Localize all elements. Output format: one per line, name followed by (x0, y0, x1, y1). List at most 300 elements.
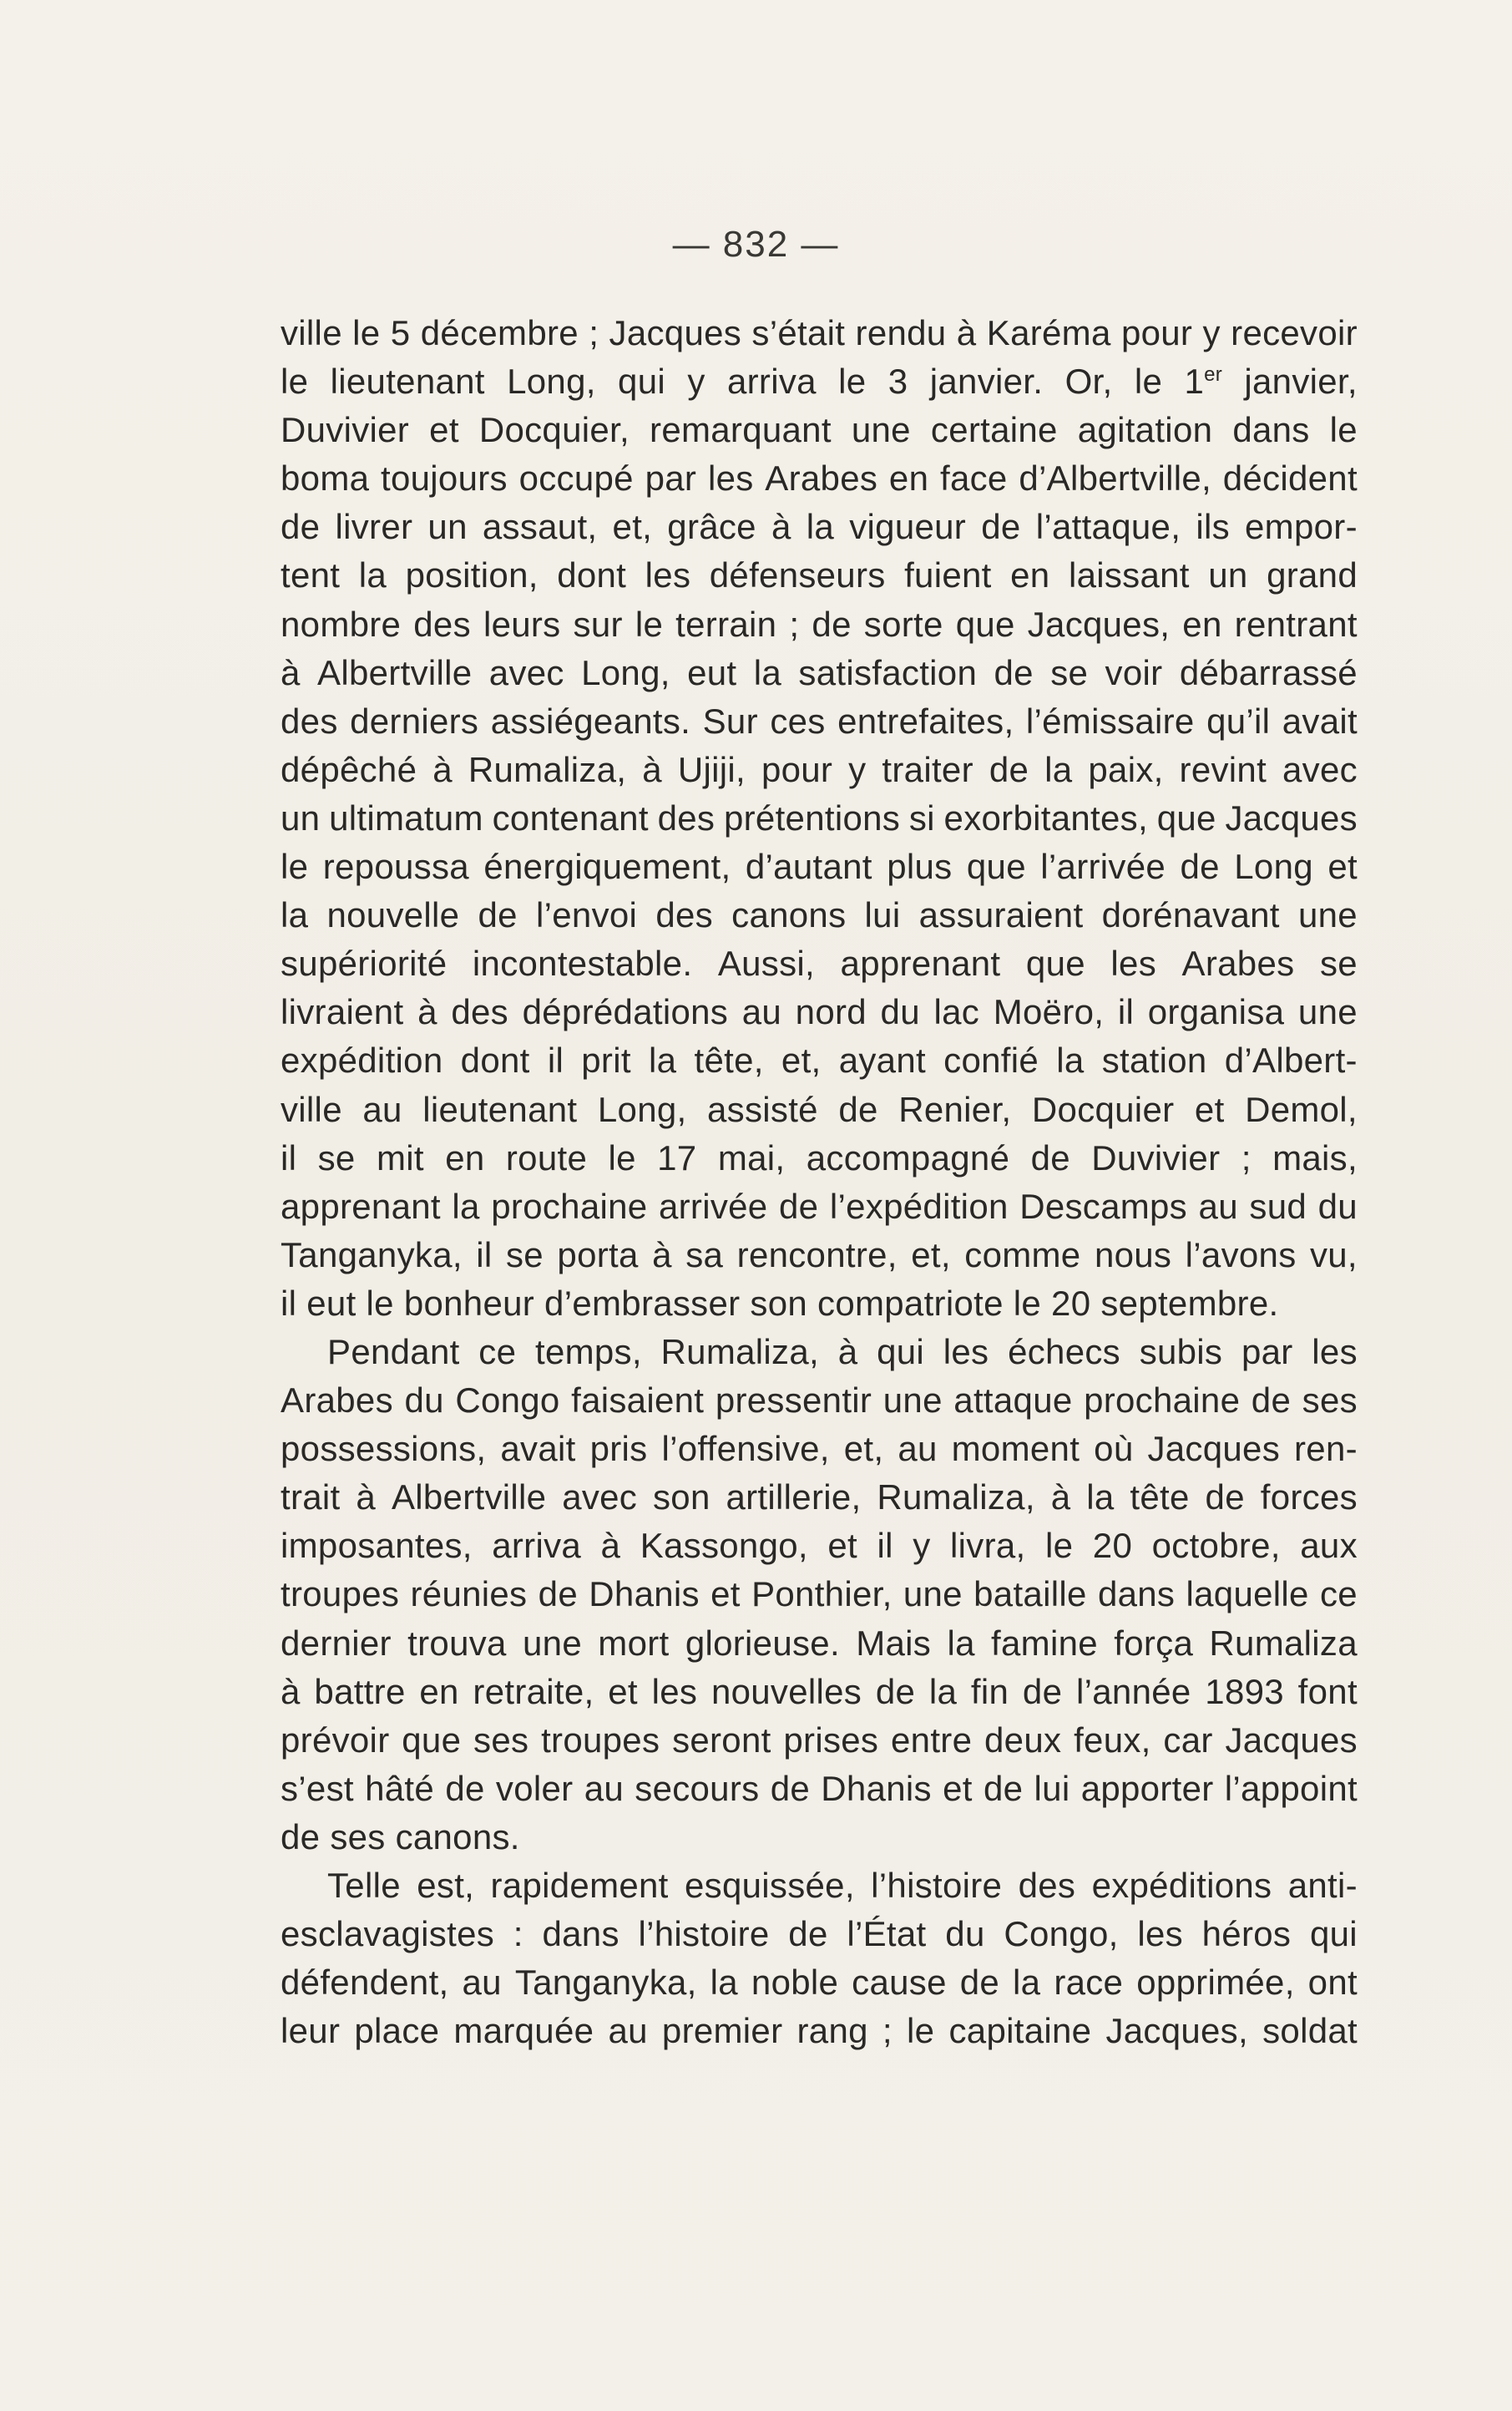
word: prit (581, 1041, 631, 1081)
word: qui (1309, 1914, 1358, 1954)
word: ; (882, 2011, 893, 2051)
word: entre (891, 1720, 973, 1760)
word: se (317, 1137, 356, 1178)
word: du (880, 992, 920, 1032)
word: avec (1282, 749, 1358, 789)
word: ces (770, 701, 826, 741)
word: Duvivier (1091, 1137, 1221, 1178)
word: où (1094, 1429, 1134, 1469)
word: Mais (856, 1623, 932, 1663)
word: pour (761, 749, 833, 789)
word: la (1056, 1041, 1085, 1081)
word: la (1086, 1477, 1115, 1517)
word: d’autant (745, 847, 872, 887)
word: une (851, 410, 911, 450)
word: cause (852, 1963, 947, 2003)
word: le (1134, 362, 1163, 402)
word: leur (281, 2011, 341, 2051)
word: décembre (420, 313, 579, 352)
word: est, (417, 1866, 475, 1905)
word: par (645, 458, 697, 499)
word: les (1110, 944, 1157, 984)
text-line (281, 454, 1358, 503)
word: rentrant (1234, 604, 1358, 644)
word: le (608, 1137, 636, 1178)
word: opprimée, (1136, 1963, 1295, 2003)
text-line (281, 406, 1358, 454)
word: apprenant (840, 944, 1001, 984)
word: Arabes (1181, 944, 1295, 984)
word: 20 (1092, 1526, 1133, 1566)
word: septembre. (1100, 1283, 1279, 1323)
word: l’histoire (871, 1866, 1003, 1905)
word: laissant (1068, 555, 1190, 595)
word: et, (612, 507, 653, 547)
text-line (281, 1231, 1358, 1279)
word: de (445, 1768, 485, 1808)
text-line (281, 1036, 1358, 1085)
word: à (600, 1526, 621, 1566)
word: mais, (1272, 1137, 1358, 1178)
word: ses (1302, 1380, 1358, 1421)
word: lui (864, 895, 901, 935)
word: entrefaites, (837, 701, 1014, 741)
word: son (652, 1477, 710, 1517)
word: dont (557, 555, 627, 595)
word: des (655, 895, 713, 935)
word: en (1182, 604, 1222, 644)
word: ce (1320, 1574, 1358, 1614)
word: de (959, 1963, 1000, 2003)
word: dans (1232, 410, 1310, 450)
word: ville (281, 313, 342, 352)
word: Jacques (1225, 1720, 1358, 1760)
word: ont (1307, 1963, 1358, 2003)
word: en (888, 458, 929, 499)
word: livrer (335, 507, 413, 547)
word: Arabes (765, 458, 878, 499)
text-line (281, 843, 1358, 891)
text-line (281, 1376, 1358, 1425)
text-line (281, 2007, 1358, 2055)
word: livraient (281, 992, 404, 1032)
word: troupes (541, 1720, 660, 1760)
word: les (651, 1671, 698, 1711)
word: faisaient (571, 1380, 705, 1421)
word: s’est (281, 1768, 354, 1808)
word: dorénavant (1101, 895, 1280, 935)
word: Dhanis (821, 1768, 932, 1808)
word: la (806, 507, 835, 547)
word: rendu (855, 313, 947, 352)
word: occupé (518, 458, 634, 499)
word: en (419, 1671, 459, 1711)
word: glorieuse. (685, 1623, 840, 1663)
word: expédition (281, 1041, 443, 1081)
word: l’avons (1185, 1234, 1297, 1274)
word: aux (1300, 1526, 1358, 1566)
word: assiégeants. (490, 701, 691, 741)
word: et (608, 1671, 638, 1711)
word: au (741, 992, 782, 1032)
word: de (1205, 1477, 1245, 1517)
word: et, (911, 1234, 951, 1274)
word: voler (495, 1768, 574, 1808)
word: recevoir (1231, 313, 1358, 352)
word: mort (598, 1623, 670, 1663)
word: Jacques, (1027, 604, 1171, 644)
text-line (281, 309, 1358, 357)
word: à (771, 507, 791, 547)
text-line (281, 1522, 1358, 1570)
word: le (1045, 1526, 1074, 1566)
word: Albertville (317, 652, 473, 692)
word: à (432, 749, 453, 789)
word: premier (661, 2011, 783, 2051)
word: ses (330, 1816, 386, 1856)
word: Tanganyka, (514, 1963, 697, 2003)
word: feux, (1074, 1720, 1151, 1760)
text-line (281, 891, 1358, 940)
word: sud (1249, 1186, 1307, 1226)
word: Karéma (986, 313, 1111, 352)
word: le (907, 2011, 935, 2051)
word: Congo, (1004, 1914, 1119, 1954)
word: qu’il (1206, 701, 1271, 741)
word: canons (731, 895, 847, 935)
word: tête (1130, 1477, 1190, 1517)
word: nouvelles (710, 1671, 862, 1711)
word: y (913, 1526, 931, 1566)
word: Tanganyka, (281, 1234, 463, 1274)
word: et (710, 1574, 741, 1614)
word: du (945, 1914, 985, 1954)
word: y (848, 749, 867, 789)
word: trait (281, 1477, 341, 1517)
word: les (1312, 1331, 1358, 1371)
word: Albertville (391, 1477, 547, 1517)
word: il (1117, 992, 1135, 1032)
text-line (281, 1425, 1358, 1473)
word: une (903, 1574, 963, 1614)
word: une (1297, 992, 1358, 1032)
word: Congo (455, 1380, 560, 1421)
word: moment (951, 1429, 1080, 1469)
word: la (281, 895, 309, 935)
word: place (354, 2011, 440, 2051)
word: marquée (453, 2011, 594, 2051)
word: et (827, 1526, 858, 1566)
text-line (281, 1716, 1358, 1765)
word: mit (376, 1137, 424, 1178)
word: la (928, 1671, 958, 1711)
word: de (779, 1186, 819, 1226)
word: compatriote (817, 1283, 1004, 1323)
word: le (1013, 1283, 1042, 1323)
word: comme (964, 1234, 1081, 1274)
word: font (1297, 1671, 1358, 1711)
word: au (608, 2011, 648, 2051)
text-line (281, 794, 1358, 843)
word: à (837, 1331, 858, 1371)
word: que (966, 847, 1026, 887)
word: trouva (407, 1623, 507, 1663)
word: qui (877, 1331, 925, 1371)
word: des (281, 701, 338, 741)
word: de (538, 1574, 578, 1614)
word: position, (405, 555, 539, 595)
word: derniers (350, 701, 479, 741)
text-line (281, 600, 1358, 649)
word: ville (281, 1089, 342, 1129)
text-line (281, 1473, 1358, 1522)
text-line (281, 697, 1358, 746)
word: et (429, 410, 459, 450)
word: à (642, 749, 662, 789)
word: et (1194, 1089, 1225, 1129)
word: força (1114, 1623, 1194, 1663)
word: subis (1139, 1331, 1223, 1371)
word: l’expédition (829, 1186, 1009, 1226)
word: canons. (395, 1816, 520, 1856)
word: qui (618, 362, 665, 402)
word: les (645, 555, 691, 595)
word: réunies (410, 1574, 528, 1614)
word: sorte (863, 604, 943, 644)
word: apprenant (281, 1186, 441, 1226)
word: des (413, 604, 471, 644)
word: il (547, 1041, 564, 1081)
word: une (1297, 895, 1358, 935)
word: famine (991, 1623, 1098, 1663)
word: eut (687, 652, 737, 692)
word: arriva (492, 1526, 582, 1566)
word: ses (473, 1720, 529, 1760)
word: le (635, 604, 664, 644)
word: au (1198, 1186, 1238, 1226)
text-line (281, 940, 1358, 988)
word: le (352, 313, 381, 352)
word: dans (1097, 1574, 1176, 1614)
word: janvier. (929, 362, 1044, 402)
word: l’appoint (1224, 1768, 1358, 1808)
word: de (478, 895, 518, 935)
word: remarquant (650, 410, 832, 450)
word: avait (1282, 701, 1358, 741)
word: Rumaliza, (468, 749, 627, 789)
word: déprédations (522, 992, 729, 1032)
word: ultimatum (329, 798, 483, 838)
word: nombre (281, 604, 402, 644)
text-line (281, 1910, 1358, 1958)
word: Moëro, (993, 992, 1105, 1032)
word: défendent, (281, 1963, 449, 2003)
word: débarrassé (1179, 652, 1358, 692)
word: laquelle (1186, 1574, 1309, 1614)
word: seront (672, 1720, 771, 1760)
word: expéditions (1091, 1866, 1272, 1905)
word: en (445, 1137, 485, 1178)
word: l’arrivée (1040, 847, 1166, 887)
word: un (427, 507, 468, 547)
word: arriva (726, 362, 817, 402)
word: rapidement (490, 1866, 669, 1905)
word: que (1156, 798, 1216, 838)
word: que (1025, 944, 1085, 984)
word: une (523, 1623, 582, 1663)
word: sur (573, 604, 623, 644)
text-line (281, 1619, 1358, 1668)
text-line (281, 988, 1358, 1036)
word: pressentir (715, 1380, 872, 1421)
word: pris (589, 1429, 648, 1469)
word: se (1319, 944, 1358, 984)
word: agitation (1077, 410, 1213, 450)
word: de (989, 749, 1029, 789)
word: nouvelle (326, 895, 460, 935)
word: vigueur (849, 507, 967, 547)
word: Ujiji, (677, 749, 746, 789)
word: Rumaliza, (660, 1331, 819, 1371)
page-number: — 832 — (672, 224, 840, 265)
text-line (281, 551, 1358, 600)
word: prétentions (723, 798, 901, 838)
word: prévoir (281, 1720, 390, 1760)
word: l’histoire (638, 1914, 770, 1954)
word: au (462, 1963, 502, 2003)
word: pour (1120, 313, 1193, 352)
word: battre (314, 1671, 406, 1711)
word: du (1317, 1186, 1358, 1226)
word: confié (943, 1041, 1039, 1081)
body-text (281, 309, 1358, 2055)
word: l’attaque, (1035, 507, 1181, 547)
word: le (281, 362, 309, 402)
word: à (956, 313, 977, 352)
word: deux (984, 1720, 1062, 1760)
word: noble (751, 1963, 839, 2003)
word: la (452, 1186, 480, 1226)
word: 20 (1051, 1283, 1091, 1323)
word: et (943, 1768, 973, 1808)
word: face (940, 458, 1008, 499)
word: imposantes, (281, 1526, 473, 1566)
word: d’embrasser (544, 1283, 741, 1323)
word: de (1180, 847, 1220, 887)
word: hâté (365, 1768, 435, 1808)
word: prochaine (491, 1186, 648, 1226)
word: arrivée (658, 1186, 768, 1226)
word: toujours (381, 458, 508, 499)
word: le (838, 362, 867, 402)
word: Jacques (1225, 798, 1358, 838)
word: à (417, 992, 437, 1032)
word: station (1101, 1041, 1207, 1081)
word: nord (795, 992, 867, 1032)
word: lieutenant (422, 1089, 578, 1129)
word: Docquier, (478, 410, 630, 450)
word: à (652, 1234, 672, 1274)
word: de (788, 1914, 828, 1954)
word: accompagné (806, 1137, 1010, 1178)
word: bonheur (403, 1283, 535, 1323)
text-line (281, 1134, 1358, 1183)
word: ; (1241, 1137, 1252, 1178)
word: tent (281, 555, 341, 595)
word: Sur (702, 701, 758, 741)
word: la (710, 1963, 738, 2003)
word: la (753, 652, 782, 692)
word: et, (781, 1041, 822, 1081)
word: sa (685, 1234, 724, 1274)
word: le (366, 1283, 394, 1323)
word: Jacques (1147, 1429, 1281, 1469)
word: possessions, (281, 1429, 487, 1469)
word: apporter (1080, 1768, 1214, 1808)
word: les (1137, 1914, 1183, 1954)
word: voir (1105, 652, 1163, 692)
word: au (898, 1429, 938, 1469)
word: ; (789, 604, 800, 644)
word: dont (460, 1041, 530, 1081)
word: par (1241, 1331, 1293, 1371)
word: fin (970, 1671, 1009, 1711)
word: Duvivier (281, 410, 410, 450)
word: Arabes (281, 1380, 393, 1421)
word: prochaine (1084, 1380, 1241, 1421)
word: fuient (904, 555, 992, 595)
word: de (838, 1089, 878, 1129)
word: l’envoi (536, 895, 638, 935)
word: que (955, 604, 1015, 644)
word: Long (1234, 847, 1313, 887)
word: ren- (1294, 1429, 1358, 1469)
word: avec (562, 1477, 638, 1517)
word: mai, (717, 1137, 786, 1178)
word: Jacques (609, 313, 742, 352)
word: à (281, 652, 301, 692)
word: Renier, (898, 1089, 1012, 1129)
word: lieutenant (330, 362, 485, 402)
word: forces (1260, 1477, 1358, 1517)
word: de (1030, 1137, 1070, 1178)
word: Long, (507, 362, 596, 402)
word: rencontre, (736, 1234, 898, 1274)
word: la (1044, 749, 1073, 789)
word: temps, (534, 1331, 642, 1371)
word: Ponthier, (751, 1574, 893, 1614)
word: Dhanis (589, 1574, 700, 1614)
word: assaut, (482, 507, 598, 547)
word: en (1010, 555, 1050, 595)
word: satisfaction (798, 652, 978, 692)
word: que (402, 1720, 462, 1760)
word: la (1013, 1963, 1041, 2003)
word: l’État (847, 1914, 927, 1954)
word: incontestable. (472, 944, 693, 984)
word: grâce (667, 507, 756, 547)
word: Or, (1064, 362, 1113, 402)
word: ayant (838, 1041, 926, 1081)
word: tête, (694, 1041, 764, 1081)
word: exorbitantes, (943, 798, 1148, 838)
word: supériorité (281, 944, 448, 984)
word: plus (887, 847, 953, 887)
word: de (994, 652, 1034, 692)
word: leurs (483, 604, 561, 644)
word: octobre, (1151, 1526, 1281, 1566)
word: repoussa (322, 847, 469, 887)
